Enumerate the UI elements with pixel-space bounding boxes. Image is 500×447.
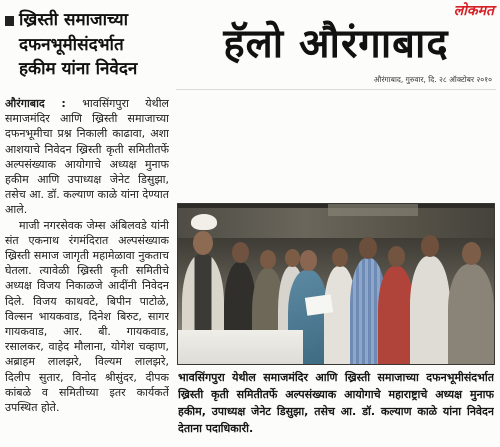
headline-line: दफनभूमीसंदर्भात [19, 34, 124, 55]
article-paragraph [5, 96, 169, 218]
headline-line: हकीम यांना निवेदन [19, 59, 138, 79]
photo-person [378, 266, 414, 364]
article-body [5, 96, 169, 442]
issue-dateline: औरंगाबाद, गुरुवार, दि. २८ ऑक्टोबर २०१० [373, 75, 492, 84]
lokmat-logo: लोकमत [453, 3, 494, 19]
photo-person [410, 256, 450, 364]
article-paragraph: माजी नगरसेवक जेम्स अंबिलवडे यांनी संत एकनाथ रंगमंदिरात अल्पसंख्याक ख्रिस्ती समाज जागृती महामेळावा नुकताच घेतला. त्यावेळी ख्रिस्ती कृती समितीचे अध्यक्ष विजय निकाळजे आदींनी निवेदन दिले. विजय काथवटे, बिपीन पाटोळे, विल्सन भायकवाड, दिनेश बिरुट, सागर गायकवाड, आर. बी. गायकवाड, रसालकर, वाहेद मौलाना, योगेश चव्हाण, अब्राहम लालझरे, विल्यम लालझरे, दिलीप सुतार, विनोद श्रीसुंदर, दीपक कांबळे व समितीच्या इतर कार्यकर्ते उपस्थित होते. [5, 218, 169, 415]
photo-backdrop-light [328, 204, 418, 216]
masthead-divider [176, 89, 496, 90]
square-bullet-icon [5, 16, 14, 26]
photo-caption: भावसिंगपुरा येथील समाजमंदिर आणि ख्रिस्ती समाजाच्या दफनभूमीसंदर्भात ख्रिस्ती कृती समितीतर्फे अल्पसंख्याक आयोगाचे महाराष्ट्राचे अध्यक्ष मुनाफ हकीम, उपाध्यक्ष जेनेट डिसुझा, तसेच आ. डॉ. कल्याण काळे यांना निवेदन देताना पदाधिकारी. [178, 371, 494, 435]
photo-person [448, 264, 494, 364]
article-dateline: औरंगाबाद : [5, 97, 66, 110]
article-headline [3, 8, 171, 90]
article-column [3, 6, 171, 444]
section-masthead: हॅलो औरंगाबाद [223, 21, 449, 67]
photo-table [178, 330, 303, 365]
headline-line: ख्रिस्ती समाजाच्या [19, 10, 129, 30]
photo-turban [191, 214, 217, 230]
photo-memorandum-paper [305, 294, 333, 315]
news-photo [177, 203, 495, 365]
paragraph-text: भावसिंगपुरा येथील समाजमंदिर आणि ख्रिस्ती समाजाच्या दफनभूमीचा प्रश्न निकाली काढावा, अशा आशयाचे निवेदन ख्रिस्ती कृती समितीतर्फे अल्पसंख्याक आयोगाचे अध्यक्ष मुनाफ हकीम आणि उपाध्यक्ष जेनेट डिसुझा, तसेच आ. डॉ. कल्याण काळे यांना देण्यात आले. [5, 97, 169, 217]
